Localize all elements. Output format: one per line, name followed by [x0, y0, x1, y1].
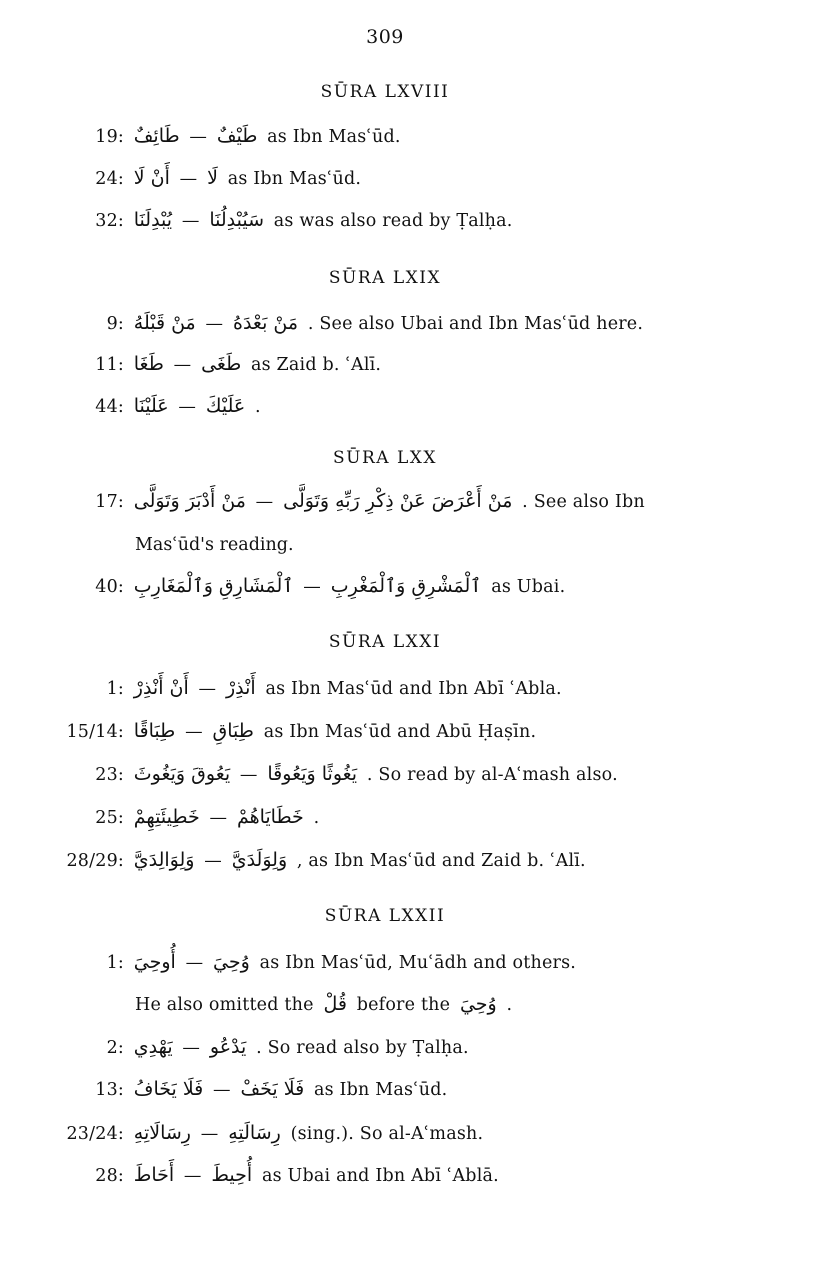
arabic-reading-variant: فَلَا يَخَفْ [240, 1078, 305, 1100]
verse-number: 23/24: [66, 1124, 124, 1144]
arabic-reading-variant: أُحِيطَ [211, 1164, 253, 1186]
separator-dash: — [200, 1124, 219, 1144]
variant-entry [60, 763, 618, 785]
entry-note: . [313, 808, 320, 828]
separator-dash: — [209, 808, 228, 828]
entry-note: as Ibn Masʿūd. [227, 169, 362, 189]
variant-entry [60, 209, 513, 231]
variant-note-line [135, 993, 512, 1015]
arabic-reading-variant: أَنْذِرْ [226, 677, 256, 699]
arabic-reading-canonical: يُبْدِلَنَا [133, 209, 173, 231]
arabic-reading-variant: مَنْ أَعْرَضَ عَنْ ذِكْرِ رَبِّهِ وَتَوَلَّى [283, 490, 513, 512]
separator-dash: — [205, 314, 224, 334]
verse-number: 13: [95, 1080, 124, 1100]
entry-note: (sing.). So al-Aʿmash. [290, 1124, 484, 1144]
verse-number: 15/14: [66, 722, 124, 742]
variant-entry [60, 575, 565, 597]
page-number: 309 [366, 26, 404, 48]
arabic-reading-variant: طَيْفٌ [216, 125, 258, 147]
variant-entry [60, 951, 576, 973]
arabic-reading-canonical: يَعُوقَ وَيَغُوثَ [133, 763, 231, 785]
separator-dash: — [303, 577, 321, 597]
arabic-reading-variant: ٱلْمَشْرِقِ وَٱلْمَغْرِبِ [330, 575, 482, 597]
variant-entry [60, 312, 643, 334]
arabic-reading-variant: سَيُبْدِلُنَا [209, 209, 264, 231]
verse-number: 28: [95, 1166, 124, 1186]
arabic-reading-canonical: أَنْ أَنْذِرْ [133, 677, 189, 699]
arabic-reading-variant: طَغَى [201, 353, 242, 375]
arabic-reading-canonical: طِبَاقًا [133, 720, 176, 742]
separator-dash: — [183, 1166, 202, 1186]
variant-entry [60, 490, 645, 512]
arabic-reading-canonical: أَنْ لَا [133, 167, 170, 189]
entry-note: as Zaid b. ʿAlī. [250, 355, 382, 375]
variant-entry [60, 1164, 499, 1186]
separator-dash: — [182, 1038, 201, 1058]
arabic-reading-variant: رِسَالَتِهِ [228, 1122, 281, 1144]
arabic-reading-canonical: أُوحِيَ [133, 951, 176, 973]
entry-note: as Ibn Masʿūd, Muʿādh and others. [259, 953, 577, 973]
arabic-reading-variant: وُحِيَ [213, 951, 250, 973]
separator-dash: — [181, 211, 200, 231]
sura-heading: SŪRA LXVIII [320, 82, 450, 102]
entry-note: as Ibn Masʿūd. [267, 127, 401, 147]
verse-number: 1: [106, 953, 124, 973]
separator-dash: — [255, 492, 274, 512]
verse-number: 11: [95, 355, 124, 375]
entry-note: as Ubai and Ibn Abī ʿAblā. [261, 1166, 499, 1186]
entry-note: as Ubai. [491, 577, 566, 597]
arabic-reading-canonical: مَنْ قَبْلَهُ [133, 312, 196, 334]
entry-note: . [255, 397, 261, 417]
verse-number: 28/29: [66, 851, 124, 871]
arabic-reading-canonical: رِسَالَاتِهِ [133, 1122, 191, 1144]
entry-note: as Ibn Masʿūd. [313, 1080, 448, 1100]
arabic-word: قُلْ [323, 993, 347, 1015]
verse-number: 17: [95, 492, 124, 512]
arabic-reading-canonical: عَلَيْنَا [133, 395, 169, 417]
arabic-reading-canonical: خَطِيئَتِهِمْ [133, 806, 200, 828]
entry-note: , as Ibn Masʿūd and Zaid b. ʿAlī. [296, 851, 586, 871]
entry-note: before the [356, 995, 456, 1015]
arabic-reading-canonical: أَحَاطَ [133, 1164, 175, 1186]
arabic-reading-variant: لَا [207, 167, 218, 189]
separator-dash: — [204, 851, 222, 871]
verse-number: 1: [106, 679, 124, 699]
arabic-reading-canonical: طَغَا [133, 353, 164, 375]
variant-entry [60, 1122, 483, 1144]
entry-note: as Ibn Masʿūd and Abū Ḥaṣīn. [263, 722, 537, 742]
verse-number: 44: [95, 397, 124, 417]
variant-entry [60, 720, 536, 742]
variant-entry [60, 167, 361, 189]
arabic-reading-canonical: مَنْ أَدْبَرَ وَتَوَلَّى [133, 490, 246, 512]
separator-dash: — [179, 169, 198, 189]
arabic-reading-variant: مَنْ بَعْدَهُ [232, 312, 299, 334]
variant-entry [60, 395, 261, 417]
verse-number: 24: [95, 169, 124, 189]
variant-entry [60, 677, 562, 699]
variant-entry [60, 353, 381, 375]
entry-note-continuation: Masʿūd's reading. [135, 535, 294, 555]
separator-dash: — [213, 1080, 231, 1100]
arabic-reading-variant: وَلِوَلَدَيَّ [231, 849, 288, 871]
entry-note: . See also Ibn [522, 492, 645, 512]
arabic-reading-variant: عَلَيْكَ [205, 395, 246, 417]
verse-number: 32: [95, 211, 124, 231]
verse-number: 19: [95, 127, 124, 147]
variant-entry [60, 1078, 447, 1100]
separator-dash: — [185, 722, 203, 742]
arabic-reading-variant: يَغُوثًا وَيَعُوقًا [267, 763, 358, 785]
arabic-reading-canonical: طَائِفٌ [133, 125, 180, 147]
variant-entry [60, 125, 401, 147]
arabic-reading-variant: طِبَاقِ [212, 720, 254, 742]
separator-dash: — [239, 765, 258, 785]
arabic-reading-canonical: وَلِوَالِدَيَّ [133, 849, 195, 871]
verse-number: 40: [95, 577, 124, 597]
variant-entry [60, 849, 586, 871]
sura-heading: SŪRA LXXI [328, 632, 442, 652]
arabic-reading-canonical: ٱلْمَشَارِقِ وَٱلْمَغَارِبِ [133, 575, 294, 597]
variant-entry [60, 1036, 469, 1058]
verse-number: 9: [106, 314, 124, 334]
arabic-reading-variant: خَطَايَاهُمْ [236, 806, 304, 828]
variant-entry [60, 806, 319, 828]
entry-note: . See also Ubai and Ibn Masʿūd here. [307, 314, 644, 334]
arabic-reading-variant: يَدْعُو [209, 1036, 247, 1058]
sura-heading: SŪRA LXX [333, 448, 437, 468]
arabic-reading-canonical: يَهْدِي [133, 1036, 173, 1058]
separator-dash: — [198, 679, 217, 699]
separator-dash: — [189, 127, 208, 147]
separator-dash: — [178, 397, 197, 417]
separator-dash: — [173, 355, 192, 375]
entry-note: . [506, 995, 513, 1015]
entry-note: He also omitted the [135, 995, 320, 1015]
separator-dash: — [185, 953, 204, 973]
entry-note: as Ibn Masʿūd and Ibn Abī ʿAbla. [265, 679, 562, 699]
sura-heading: SŪRA LXXII [324, 906, 446, 926]
entry-note: . So read by al-Aʿmash also. [366, 765, 618, 785]
verse-number: 23: [95, 765, 124, 785]
verse-number: 25: [95, 808, 124, 828]
arabic-word: وُحِيَ [459, 993, 497, 1015]
arabic-reading-canonical: فَلَا يَخَافُ [133, 1078, 204, 1100]
entry-note: as was also read by Ṭalḥa. [273, 211, 513, 231]
sura-heading: SŪRA LXIX [328, 268, 442, 288]
entry-note: . So read also by Ṭalḥa. [256, 1038, 469, 1058]
verse-number: 2: [106, 1038, 124, 1058]
